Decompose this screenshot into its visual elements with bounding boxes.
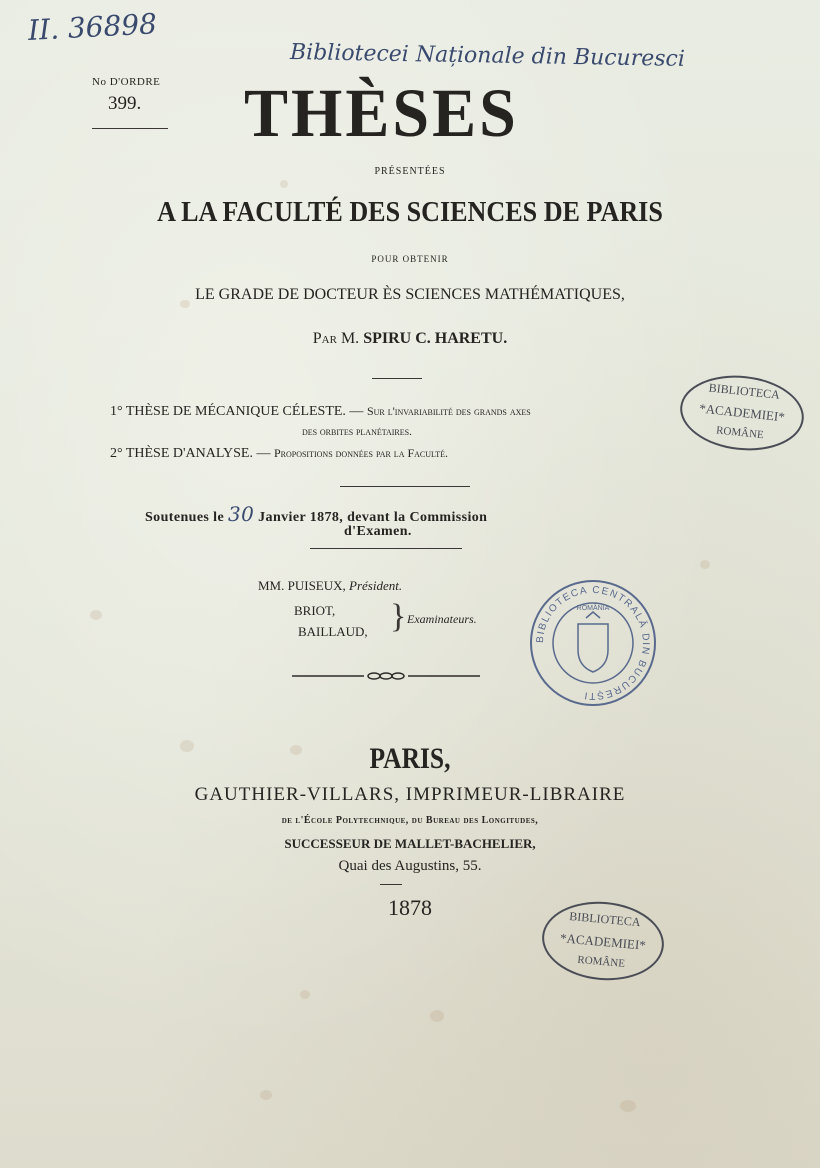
president-name: MM. PUISEUX,: [258, 578, 346, 593]
imprint-city: PARIS,: [369, 742, 451, 775]
order-number: 399.: [108, 93, 142, 114]
order-rule: [92, 128, 168, 129]
foxing-spot: [280, 180, 288, 188]
stamp-line-3: ROMÂNE: [576, 953, 626, 970]
imprint-year: 1878: [388, 895, 432, 920]
foxing-spot: [300, 990, 310, 999]
defense-pre: Soutenues le: [145, 510, 225, 525]
coat-of-arms-icon: [578, 624, 608, 672]
examiners-brace: }: [390, 598, 407, 635]
examiner-baillaud: BAILLAUD,: [298, 624, 368, 639]
foxing-spot: [430, 1010, 444, 1022]
stamp-line-2: *ACADEMIEI*: [698, 400, 786, 425]
defense-day-handwritten: 30: [228, 502, 255, 526]
separator-rule: [372, 378, 422, 379]
president-row: [258, 578, 402, 594]
author-prefix: Par M.: [312, 330, 360, 347]
dedication-handwritten: Bibliotecei Naționale din Bucuresci: [289, 40, 686, 72]
catalog-number-handwritten: II. 36898: [27, 7, 158, 47]
thesis-one-lead: 1° THÈSE DE MÉCANIQUE CÉLESTE. —: [110, 404, 364, 419]
library-stamp: [676, 370, 807, 457]
foxing-spot: [700, 560, 710, 569]
separator-rule: [340, 486, 470, 487]
imprint-affiliation: de l'École Polytechnique, du Bureau des Longitudes,: [281, 815, 539, 826]
crown-icon: [586, 612, 600, 618]
president-role: Président.: [349, 578, 403, 593]
separator-rule: [310, 548, 462, 549]
obtain-line: POUR OBTENIR: [371, 254, 449, 264]
thesis-two-lead: 2° THÈSE D'ANALYSE. —: [110, 446, 271, 461]
separator-rule: [380, 884, 402, 885]
foxing-spot: [620, 1100, 636, 1112]
foxing-spot: [260, 1090, 272, 1100]
defense-post: Janvier 1878, devant la Commission: [258, 510, 488, 525]
thesis-two-subject: Propositions données par la Faculté.: [273, 446, 448, 460]
presented-line: PRÉSENTÉES: [374, 166, 446, 177]
stamp-ring-text: BIBLIOTECA CENTRALĂ DIN BUCUREȘTI: [534, 584, 652, 702]
defense-line-2: d'Examen.: [344, 524, 412, 539]
author-name: SPIRU C. HARETU.: [363, 330, 508, 347]
thesis-two: [110, 446, 448, 462]
stamp-line-1: BIBLIOTECA: [708, 380, 781, 402]
author-line: [0, 330, 820, 348]
examiner-briot: BRIOT,: [294, 603, 336, 618]
imprint-publisher: GAUTHIER-VILLARS, IMPRIMEUR-LIBRAIRE: [194, 784, 626, 805]
stamp-line-3: ROMÂNE: [715, 424, 765, 442]
central-library-stamp: [526, 576, 660, 710]
examiners-role: Examinateurs.: [407, 612, 477, 626]
imprint-successor: SUCCESSEUR DE MALLET-BACHELIER,: [284, 836, 536, 851]
stamp-top-text: ROMÂNIA: [576, 605, 610, 612]
thesis-one-subject: Sur l'invariabilité des grands axes: [366, 404, 531, 418]
order-label: No D'ORDRE: [92, 76, 161, 88]
stamp-line-2: *ACADEMIEI*: [559, 930, 647, 953]
defense-line-1: [145, 502, 487, 526]
ornament-rule: [290, 668, 482, 684]
thesis-one: [110, 404, 531, 420]
imprint-address: Quai des Augustins, 55.: [338, 858, 482, 874]
stamp-line-1: BIBLIOTECA: [568, 909, 642, 930]
faculty-line: A LA FACULTÉ DES SCIENCES DE PARIS: [157, 196, 663, 228]
degree-line: LE GRADE DE DOCTEUR ÈS SCIENCES MATHÉMATIQUES,: [195, 286, 625, 303]
page-title: THÈSES: [244, 75, 519, 152]
foxing-spot: [90, 610, 102, 620]
thesis-one-subject-cont: des orbites planétaires.: [302, 426, 412, 438]
